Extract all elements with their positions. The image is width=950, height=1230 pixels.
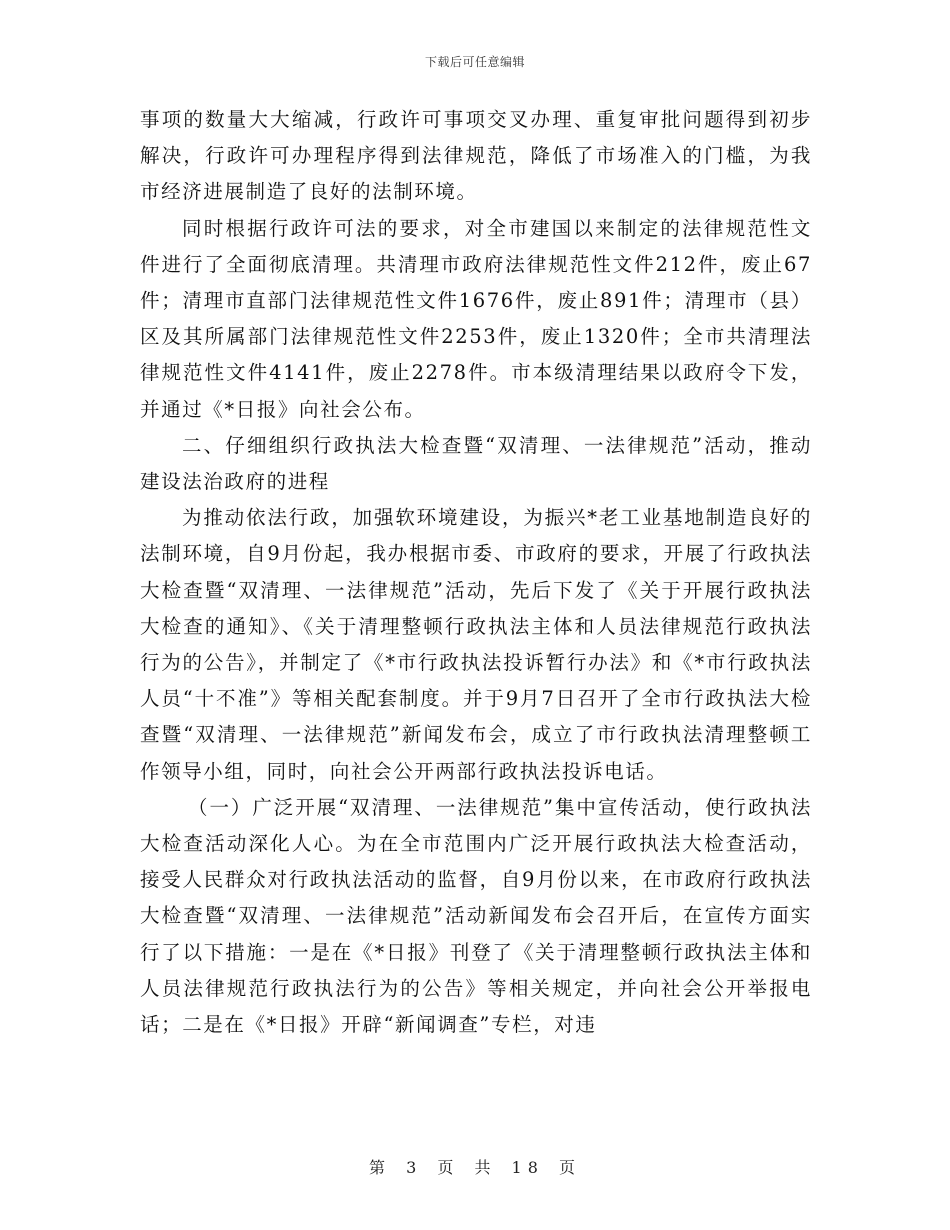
paragraph-inspection-activity: 为推动依法行政，加强软环境建设，为振兴*老工业基地制造良好的法制环境，自9月份起，我办根据市委、市政府的要求，开展了行政执法大检查暨“双清理、一法律规范”活动，先后下发了《关于开展行政执法大检查的通知》、《关于清理整顿行政执法主体和人员法律规范行政执法行为的公告》，并制定了《*市行政执法投诉暂行办法》和《*市行政执法人员“十不准”》等相关配套制度。并于9月7日召开了全市行政执法大检查暨“双清理、一法律规范”新闻发布会，成立了市行政执法清理整顿工作领导小组，同时，向社会公开两部行政执法投诉电话。	[140, 506, 812, 783]
paragraph-cleanup-stats: 同时根据行政许可法的要求，对全市建国以来制定的法律规范性文件进行了全面彻底清理。共清理市政府法律规范性文件212件，废止67件；清理市直部门法律规范性文件1676件，废止891件；清理市（县）区及其所属部门法律规范性文件2253件，废止1320件；全市共清理法律规范性文件4141件，废止2278件。市本级清理结果以政府令下发，并通过《*日报》向社会公布。	[140, 216, 812, 421]
document-body	[140, 102, 812, 1043]
paragraph-continuation: 事项的数量大大缩减，行政许可事项交叉办理、重复审批问题得到初步解决，行政许可办理程序得到法律规范，降低了市场准入的门槛，为我市经济进展制造了良好的法制环境。	[140, 108, 812, 204]
page-header: 下载后可任意编辑	[424, 55, 525, 69]
section-heading-two: 二、仔细组织行政执法大检查暨“双清理、一法律规范”活动，推动建设法治政府的进程	[140, 433, 812, 494]
page-number-footer: 第 3 页 共 18 页	[369, 1158, 581, 1177]
paragraph-publicity-measures: （一）广泛开展“双清理、一法律规范”集中宣传活动，使行政执法大检查活动深化人心。为在全市范围内广泛开展行政执法大检查活动，接受人民群众对行政执法活动的监督，自9月份以来，在市政府行政执法大检查暨“双清理、一法律规范”活动新闻发布会召开后，在宣传方面实行了以下措施：一是在《*日报》刊登了《关于清理整顿行政执法主体和人员法律规范行政执法行为的公告》等相关规定，并向社会公开举报电话；二是在《*日报》开辟“新闻调查”专栏，对违	[140, 795, 812, 1037]
